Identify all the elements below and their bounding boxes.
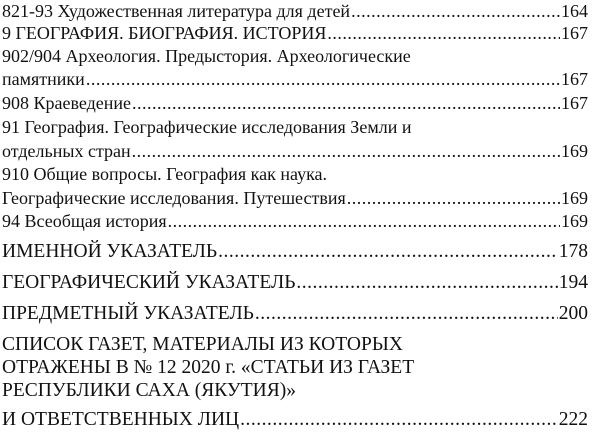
toc-entry-general-questions [2,187,588,209]
toc-entry-geographic-index [2,271,588,295]
toc-entry-page: 169 [561,211,588,231]
toc-entry-name-index [2,240,588,264]
toc-entry-title: И ОТВЕТСТВЕННЫХ ЛИЦ [2,409,240,430]
dot-leader [347,187,560,209]
toc-entry-page: 169 [561,141,588,161]
toc-entry-page: 169 [561,188,588,208]
toc-entry-page: 167 [561,69,588,89]
toc-entry-children-literature [2,0,588,22]
toc-entry-page: 200 [558,303,588,324]
toc-entry-general-questions-line1: 910 Общие вопросы. География как наука. [2,164,328,184]
toc-entry-geography [2,140,588,162]
toc-entry-world-history [2,210,588,232]
toc-entry-page: 164 [561,1,588,21]
dot-leader [132,140,560,162]
toc-entry-title: 94 Всеобщая история [2,211,167,231]
toc-entry-page: 178 [558,241,588,262]
dot-leader [218,240,558,264]
toc-entry-title: памятники [2,69,85,89]
toc-entry-geography-line1: 91 География. Географические исследования Земли и [2,117,412,137]
dot-leader [168,210,560,232]
dot-leader [296,271,557,295]
toc-entry-local-history [2,92,588,114]
toc-entry-page: 194 [558,272,588,293]
toc-entry-title: Географические исследования. Путешествия [2,188,346,208]
toc-entry-title: ИМЕННОЙ УКАЗАТЕЛЬ [2,241,218,262]
toc-entry-title: 821-93 Художественная литература для детей [2,1,351,21]
toc-entry-newspapers-line2: ОТРАЖЕНЫ В № 12 2020 г. «СТАТЬИ ИЗ ГАЗЕТ [2,357,415,378]
dot-leader [240,408,558,432]
toc-entry-page: 167 [561,93,588,113]
toc-entry-archaeology-line1: 902/904 Археология. Предыстория. Археологические [2,46,411,66]
toc-entry-geography-biography-history [2,22,588,44]
dot-leader [255,302,558,326]
dot-leader [351,0,560,22]
toc-entry-title: ПРЕДМЕТНЫЙ УКАЗАТЕЛЬ [2,303,254,324]
toc-entry-title: отдельных стран [2,141,131,161]
toc-entry-title: ГЕОГРАФИЧЕСКИЙ УКАЗАТЕЛЬ [2,272,296,293]
toc-entry-newspapers-line1: СПИСОК ГАЗЕТ, МАТЕРИАЛЫ ИЗ КОТОРЫХ [2,334,403,355]
toc-entry-newspapers-line3: РЕСПУБЛИКИ САХА (ЯКУТИЯ)» [2,380,296,401]
toc-entry-title: 9 ГЕОГРАФИЯ. БИОГРАФИЯ. ИСТОРИЯ [2,23,327,43]
dot-leader [132,92,560,114]
toc-entry-title: 908 Краеведение [2,93,132,113]
dot-leader [86,68,560,90]
toc-entry-page: 222 [558,409,588,430]
toc-entry-archaeology [2,68,588,90]
toc-entry-newspapers [2,408,588,432]
dot-leader [327,22,560,44]
toc-entry-subject-index [2,302,588,326]
toc-entry-page: 167 [561,23,588,43]
